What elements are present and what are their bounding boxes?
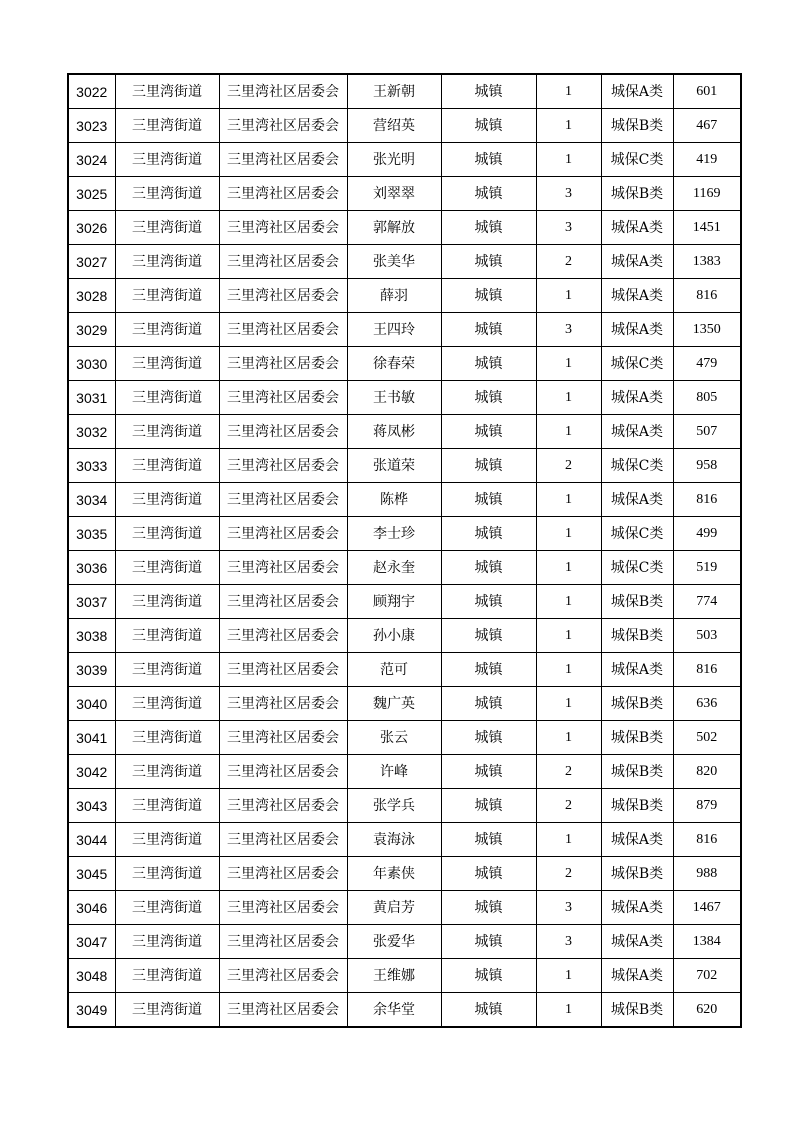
persons-cell: 2: [536, 789, 601, 823]
persons-cell: 1: [536, 653, 601, 687]
table-row: [68, 823, 741, 857]
street-cell: 三里湾街道: [115, 925, 219, 959]
amount-cell: 820: [673, 755, 741, 789]
street-cell: 三里湾街道: [115, 449, 219, 483]
committee-cell: 三里湾社区居委会: [219, 74, 347, 109]
amount-cell: 636: [673, 687, 741, 721]
category-cell: 城保A类: [601, 653, 673, 687]
row-number-cell: 3045: [68, 857, 115, 891]
street-cell: 三里湾街道: [115, 619, 219, 653]
amount-cell: 479: [673, 347, 741, 381]
street-cell: 三里湾街道: [115, 517, 219, 551]
category-cell: 城保A类: [601, 823, 673, 857]
street-cell: 三里湾街道: [115, 381, 219, 415]
street-cell: 三里湾街道: [115, 653, 219, 687]
category-cell: 城保A类: [601, 483, 673, 517]
amount-cell: 601: [673, 74, 741, 109]
amount-cell: 702: [673, 959, 741, 993]
name-cell: 张光明: [347, 143, 441, 177]
area-type-cell: 城镇: [441, 823, 536, 857]
name-cell: 李士珍: [347, 517, 441, 551]
table-row: [68, 517, 741, 551]
name-cell: 刘翠翠: [347, 177, 441, 211]
row-number-cell: 3047: [68, 925, 115, 959]
category-cell: 城保A类: [601, 925, 673, 959]
street-cell: 三里湾街道: [115, 347, 219, 381]
street-cell: 三里湾街道: [115, 857, 219, 891]
persons-cell: 1: [536, 347, 601, 381]
committee-cell: 三里湾社区居委会: [219, 993, 347, 1028]
amount-cell: 988: [673, 857, 741, 891]
persons-cell: 1: [536, 517, 601, 551]
row-number-cell: 3039: [68, 653, 115, 687]
table-row: [68, 891, 741, 925]
committee-cell: 三里湾社区居委会: [219, 891, 347, 925]
row-number-cell: 3025: [68, 177, 115, 211]
persons-cell: 1: [536, 74, 601, 109]
area-type-cell: 城镇: [441, 483, 536, 517]
category-cell: 城保A类: [601, 74, 673, 109]
committee-cell: 三里湾社区居委会: [219, 245, 347, 279]
committee-cell: 三里湾社区居委会: [219, 959, 347, 993]
name-cell: 顾翔宇: [347, 585, 441, 619]
street-cell: 三里湾街道: [115, 211, 219, 245]
area-type-cell: 城镇: [441, 449, 536, 483]
name-cell: 王维娜: [347, 959, 441, 993]
row-number-cell: 3033: [68, 449, 115, 483]
category-cell: 城保B类: [601, 721, 673, 755]
table-row: [68, 925, 741, 959]
category-cell: 城保C类: [601, 517, 673, 551]
area-type-cell: 城镇: [441, 891, 536, 925]
row-number-cell: 3027: [68, 245, 115, 279]
table-row: [68, 755, 741, 789]
name-cell: 张爱华: [347, 925, 441, 959]
row-number-cell: 3022: [68, 74, 115, 109]
persons-cell: 2: [536, 755, 601, 789]
records-body: [68, 74, 741, 1027]
area-type-cell: 城镇: [441, 313, 536, 347]
category-cell: 城保A类: [601, 415, 673, 449]
persons-cell: 2: [536, 245, 601, 279]
amount-cell: 507: [673, 415, 741, 449]
amount-cell: 419: [673, 143, 741, 177]
committee-cell: 三里湾社区居委会: [219, 857, 347, 891]
row-number-cell: 3028: [68, 279, 115, 313]
persons-cell: 1: [536, 415, 601, 449]
street-cell: 三里湾街道: [115, 959, 219, 993]
category-cell: 城保B类: [601, 687, 673, 721]
name-cell: 郭解放: [347, 211, 441, 245]
street-cell: 三里湾街道: [115, 585, 219, 619]
name-cell: 黄启芳: [347, 891, 441, 925]
persons-cell: 1: [536, 959, 601, 993]
row-number-cell: 3049: [68, 993, 115, 1028]
committee-cell: 三里湾社区居委会: [219, 211, 347, 245]
category-cell: 城保B类: [601, 993, 673, 1028]
table-row: [68, 551, 741, 585]
name-cell: 袁海泳: [347, 823, 441, 857]
name-cell: 许峰: [347, 755, 441, 789]
table-row: [68, 74, 741, 109]
category-cell: 城保B类: [601, 789, 673, 823]
amount-cell: 958: [673, 449, 741, 483]
table-row: [68, 313, 741, 347]
category-cell: 城保A类: [601, 891, 673, 925]
street-cell: 三里湾街道: [115, 721, 219, 755]
persons-cell: 1: [536, 279, 601, 313]
category-cell: 城保B类: [601, 619, 673, 653]
persons-cell: 1: [536, 585, 601, 619]
area-type-cell: 城镇: [441, 993, 536, 1028]
committee-cell: 三里湾社区居委会: [219, 551, 347, 585]
amount-cell: 499: [673, 517, 741, 551]
persons-cell: 1: [536, 143, 601, 177]
category-cell: 城保C类: [601, 347, 673, 381]
table-row: [68, 619, 741, 653]
persons-cell: 1: [536, 721, 601, 755]
table-row: [68, 279, 741, 313]
committee-cell: 三里湾社区居委会: [219, 143, 347, 177]
street-cell: 三里湾街道: [115, 891, 219, 925]
category-cell: 城保B类: [601, 109, 673, 143]
street-cell: 三里湾街道: [115, 687, 219, 721]
persons-cell: 2: [536, 449, 601, 483]
area-type-cell: 城镇: [441, 517, 536, 551]
row-number-cell: 3031: [68, 381, 115, 415]
name-cell: 范可: [347, 653, 441, 687]
table-row: [68, 993, 741, 1028]
committee-cell: 三里湾社区居委会: [219, 789, 347, 823]
area-type-cell: 城镇: [441, 245, 536, 279]
persons-cell: 3: [536, 211, 601, 245]
category-cell: 城保A类: [601, 245, 673, 279]
name-cell: 孙小康: [347, 619, 441, 653]
area-type-cell: 城镇: [441, 925, 536, 959]
area-type-cell: 城镇: [441, 279, 536, 313]
persons-cell: 1: [536, 823, 601, 857]
persons-cell: 1: [536, 619, 601, 653]
row-number-cell: 3048: [68, 959, 115, 993]
category-cell: 城保B类: [601, 585, 673, 619]
category-cell: 城保A类: [601, 211, 673, 245]
name-cell: 张道荣: [347, 449, 441, 483]
row-number-cell: 3038: [68, 619, 115, 653]
name-cell: 余华堂: [347, 993, 441, 1028]
street-cell: 三里湾街道: [115, 313, 219, 347]
row-number-cell: 3036: [68, 551, 115, 585]
amount-cell: 816: [673, 483, 741, 517]
amount-cell: 503: [673, 619, 741, 653]
table-row: [68, 959, 741, 993]
committee-cell: 三里湾社区居委会: [219, 109, 347, 143]
name-cell: 年素侠: [347, 857, 441, 891]
persons-cell: 2: [536, 857, 601, 891]
area-type-cell: 城镇: [441, 415, 536, 449]
area-type-cell: 城镇: [441, 653, 536, 687]
row-number-cell: 3043: [68, 789, 115, 823]
table-row: [68, 789, 741, 823]
committee-cell: 三里湾社区居委会: [219, 347, 347, 381]
committee-cell: 三里湾社区居委会: [219, 755, 347, 789]
table-row: [68, 347, 741, 381]
name-cell: 张学兵: [347, 789, 441, 823]
area-type-cell: 城镇: [441, 959, 536, 993]
category-cell: 城保A类: [601, 381, 673, 415]
table-row: [68, 857, 741, 891]
row-number-cell: 3024: [68, 143, 115, 177]
persons-cell: 1: [536, 551, 601, 585]
table-row: [68, 449, 741, 483]
street-cell: 三里湾街道: [115, 551, 219, 585]
category-cell: 城保C类: [601, 143, 673, 177]
name-cell: 王书敏: [347, 381, 441, 415]
table-row: [68, 687, 741, 721]
committee-cell: 三里湾社区居委会: [219, 823, 347, 857]
name-cell: 陈桦: [347, 483, 441, 517]
street-cell: 三里湾街道: [115, 415, 219, 449]
street-cell: 三里湾街道: [115, 245, 219, 279]
persons-cell: 1: [536, 687, 601, 721]
category-cell: 城保C类: [601, 449, 673, 483]
persons-cell: 1: [536, 109, 601, 143]
amount-cell: 502: [673, 721, 741, 755]
committee-cell: 三里湾社区居委会: [219, 415, 347, 449]
amount-cell: 1169: [673, 177, 741, 211]
area-type-cell: 城镇: [441, 585, 536, 619]
row-number-cell: 3034: [68, 483, 115, 517]
document-page: [67, 73, 742, 1028]
row-number-cell: 3032: [68, 415, 115, 449]
table-row: [68, 211, 741, 245]
row-number-cell: 3042: [68, 755, 115, 789]
category-cell: 城保A类: [601, 279, 673, 313]
row-number-cell: 3040: [68, 687, 115, 721]
row-number-cell: 3037: [68, 585, 115, 619]
street-cell: 三里湾街道: [115, 143, 219, 177]
table-row: [68, 245, 741, 279]
street-cell: 三里湾街道: [115, 993, 219, 1028]
area-type-cell: 城镇: [441, 687, 536, 721]
street-cell: 三里湾街道: [115, 177, 219, 211]
row-number-cell: 3026: [68, 211, 115, 245]
table-row: [68, 109, 741, 143]
amount-cell: 774: [673, 585, 741, 619]
committee-cell: 三里湾社区居委会: [219, 517, 347, 551]
street-cell: 三里湾街道: [115, 74, 219, 109]
amount-cell: 805: [673, 381, 741, 415]
committee-cell: 三里湾社区居委会: [219, 925, 347, 959]
persons-cell: 3: [536, 891, 601, 925]
row-number-cell: 3023: [68, 109, 115, 143]
area-type-cell: 城镇: [441, 551, 536, 585]
committee-cell: 三里湾社区居委会: [219, 687, 347, 721]
committee-cell: 三里湾社区居委会: [219, 449, 347, 483]
category-cell: 城保B类: [601, 857, 673, 891]
persons-cell: 1: [536, 483, 601, 517]
amount-cell: 816: [673, 653, 741, 687]
name-cell: 赵永奎: [347, 551, 441, 585]
amount-cell: 879: [673, 789, 741, 823]
area-type-cell: 城镇: [441, 789, 536, 823]
persons-cell: 1: [536, 993, 601, 1028]
row-number-cell: 3029: [68, 313, 115, 347]
persons-cell: 3: [536, 177, 601, 211]
records-table: [67, 73, 742, 1028]
row-number-cell: 3046: [68, 891, 115, 925]
street-cell: 三里湾街道: [115, 755, 219, 789]
committee-cell: 三里湾社区居委会: [219, 721, 347, 755]
amount-cell: 816: [673, 823, 741, 857]
persons-cell: 1: [536, 381, 601, 415]
table-row: [68, 483, 741, 517]
table-row: [68, 415, 741, 449]
amount-cell: 519: [673, 551, 741, 585]
area-type-cell: 城镇: [441, 347, 536, 381]
table-row: [68, 653, 741, 687]
persons-cell: 3: [536, 925, 601, 959]
table-row: [68, 177, 741, 211]
street-cell: 三里湾街道: [115, 483, 219, 517]
name-cell: 王四玲: [347, 313, 441, 347]
street-cell: 三里湾街道: [115, 789, 219, 823]
table-row: [68, 381, 741, 415]
amount-cell: 467: [673, 109, 741, 143]
committee-cell: 三里湾社区居委会: [219, 313, 347, 347]
area-type-cell: 城镇: [441, 857, 536, 891]
street-cell: 三里湾街道: [115, 109, 219, 143]
amount-cell: 1467: [673, 891, 741, 925]
area-type-cell: 城镇: [441, 74, 536, 109]
committee-cell: 三里湾社区居委会: [219, 381, 347, 415]
street-cell: 三里湾街道: [115, 279, 219, 313]
name-cell: 营绍英: [347, 109, 441, 143]
amount-cell: 1451: [673, 211, 741, 245]
area-type-cell: 城镇: [441, 381, 536, 415]
amount-cell: 620: [673, 993, 741, 1028]
table-row: [68, 585, 741, 619]
category-cell: 城保B类: [601, 177, 673, 211]
committee-cell: 三里湾社区居委会: [219, 483, 347, 517]
category-cell: 城保C类: [601, 551, 673, 585]
amount-cell: 816: [673, 279, 741, 313]
category-cell: 城保A类: [601, 959, 673, 993]
table-row: [68, 143, 741, 177]
amount-cell: 1383: [673, 245, 741, 279]
name-cell: 薛羽: [347, 279, 441, 313]
area-type-cell: 城镇: [441, 755, 536, 789]
area-type-cell: 城镇: [441, 143, 536, 177]
area-type-cell: 城镇: [441, 721, 536, 755]
row-number-cell: 3035: [68, 517, 115, 551]
row-number-cell: 3030: [68, 347, 115, 381]
amount-cell: 1350: [673, 313, 741, 347]
area-type-cell: 城镇: [441, 109, 536, 143]
name-cell: 徐春荣: [347, 347, 441, 381]
name-cell: 魏广英: [347, 687, 441, 721]
area-type-cell: 城镇: [441, 619, 536, 653]
committee-cell: 三里湾社区居委会: [219, 619, 347, 653]
committee-cell: 三里湾社区居委会: [219, 279, 347, 313]
name-cell: 王新朝: [347, 74, 441, 109]
row-number-cell: 3041: [68, 721, 115, 755]
name-cell: 张美华: [347, 245, 441, 279]
table-row: [68, 721, 741, 755]
name-cell: 张云: [347, 721, 441, 755]
area-type-cell: 城镇: [441, 211, 536, 245]
persons-cell: 3: [536, 313, 601, 347]
street-cell: 三里湾街道: [115, 823, 219, 857]
category-cell: 城保B类: [601, 755, 673, 789]
name-cell: 蒋凤彬: [347, 415, 441, 449]
row-number-cell: 3044: [68, 823, 115, 857]
category-cell: 城保A类: [601, 313, 673, 347]
area-type-cell: 城镇: [441, 177, 536, 211]
amount-cell: 1384: [673, 925, 741, 959]
committee-cell: 三里湾社区居委会: [219, 585, 347, 619]
committee-cell: 三里湾社区居委会: [219, 653, 347, 687]
committee-cell: 三里湾社区居委会: [219, 177, 347, 211]
